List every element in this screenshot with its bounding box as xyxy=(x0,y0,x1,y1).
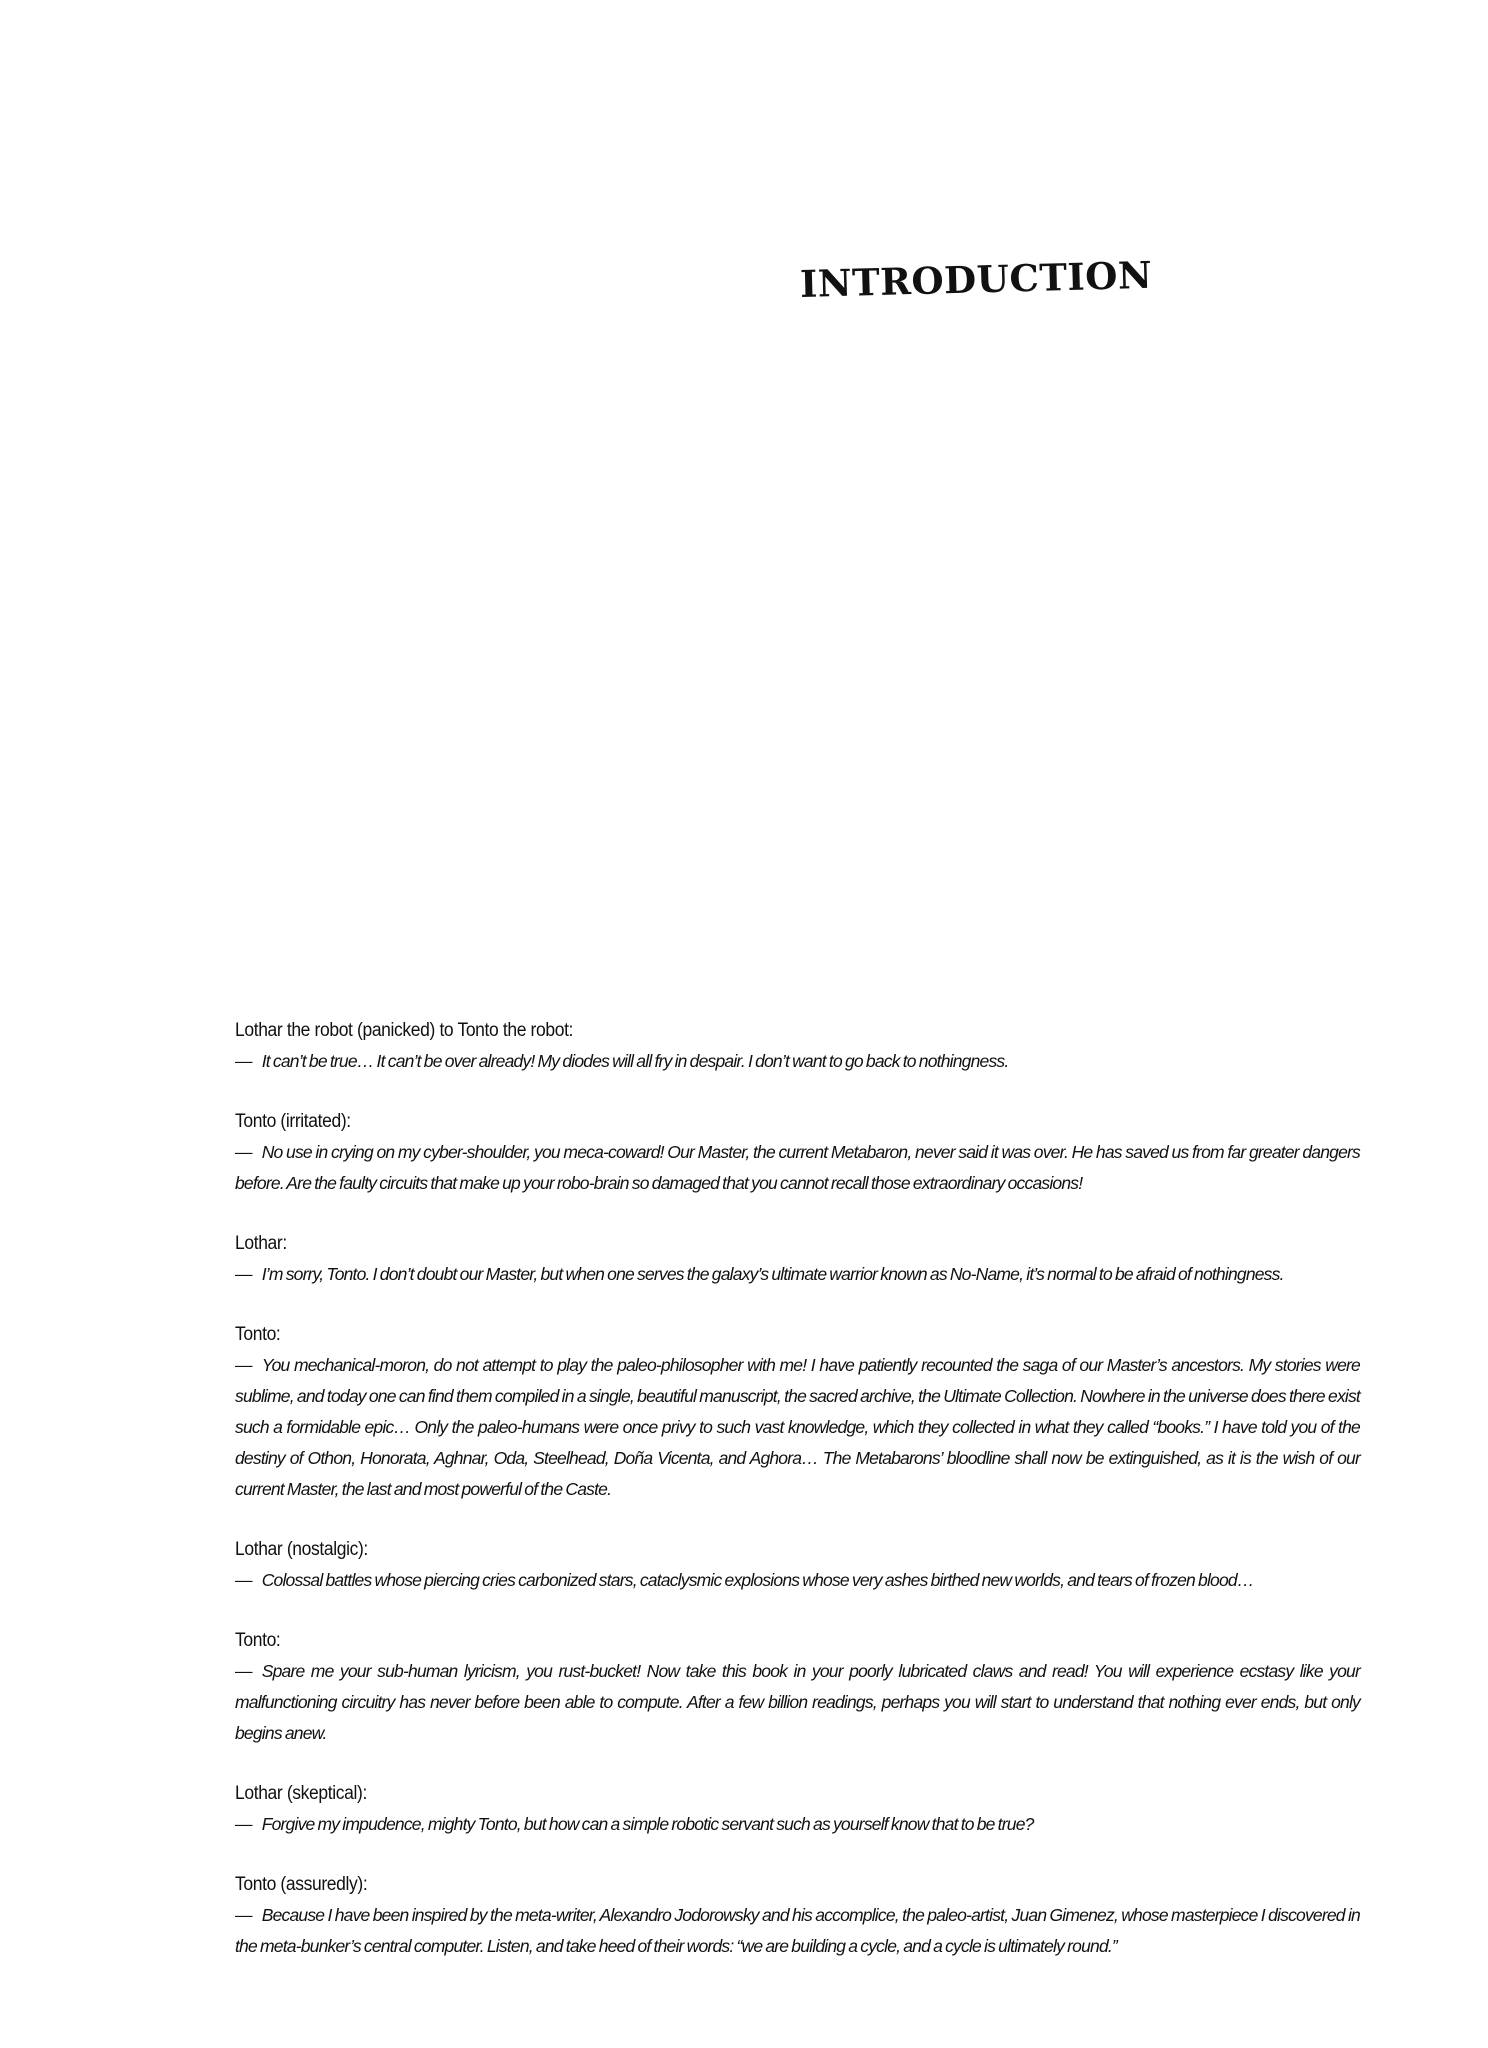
dialogue-text: It can’t be true… It can’t be over already! My diodes will all fry in despair. I don’t want to go back to nothingness. xyxy=(261,1051,1009,1071)
dialogue-line xyxy=(235,1809,1360,1840)
dialogue-line xyxy=(235,1350,1360,1505)
dialogue-line xyxy=(235,1259,1360,1290)
dialogue-body xyxy=(235,1015,1360,1991)
speaker-label: Lothar the robot (panicked) to Tonto the robot: xyxy=(235,1020,574,1041)
em-dash: — xyxy=(235,1051,252,1071)
em-dash: — xyxy=(235,1142,252,1162)
dialogue-exchange xyxy=(235,1778,1360,1840)
em-dash: — xyxy=(235,1355,252,1375)
dialogue-line xyxy=(235,1137,1360,1199)
dialogue-line xyxy=(235,1565,1360,1596)
speaker-label: Tonto: xyxy=(235,1630,281,1651)
dialogue-text: Forgive my impudence, mighty Tonto, but how can a simple robotic servant such as yourself know that to be true? xyxy=(261,1814,1034,1834)
dialogue-text: No use in crying on my cyber-shoulder, you meca-coward! Our Master, the current Metabaron, never said it was over. He has saved us from far greater dangers before. Are the faulty circuits that make up your robo-brain so damaged that you cannot recall those extraordinary occasions! xyxy=(235,1142,1360,1193)
speaker-label: Lothar (skeptical): xyxy=(235,1783,367,1804)
dialogue-text: Colossal battles whose piercing cries carbonized stars, cataclysmic explosions whose very ashes birthed new worlds, and tears of frozen blood… xyxy=(261,1570,1254,1590)
dialogue-line xyxy=(235,1046,1360,1077)
dialogue-text: I’m sorry, Tonto. I don’t doubt our Master, but when one serves the galaxy’s ultimate warrior known as No-Name, it’s normal to be afraid of nothingness. xyxy=(261,1264,1284,1284)
dialogue-line xyxy=(235,1900,1360,1962)
dialogue-exchange xyxy=(235,1015,1360,1077)
dialogue-text: Spare me your sub-human lyricism, you rust-bucket! Now take this book in your poorly lubricated claws and read! You will experience ecstasy like your malfunctioning circuitry has never before been able to compute. After a few billion readings, perhaps you will start to understand that nothing ever ends, but only begins anew. xyxy=(235,1661,1360,1743)
speaker-label: Tonto (assuredly): xyxy=(235,1874,368,1895)
dialogue-text: You mechanical-moron, do not attempt to play the paleo-philosopher with me! I have patiently recounted the saga of our Master’s ancestors. My stories were sublime, and today one can find them compiled in a single, beautiful manuscript, the sacred archive, the Ultimate Collection. Nowhere in the universe does there exist such a formidable epic… Only the paleo-humans were once privy to such vast knowledge, which they collected in what they called “books.” I have told you of the destiny of Othon, Honorata, Aghnar, Oda, Steelhead, Doña Vicenta, and Aghora… The Metabarons’ bloodline shall now be extinguished, as it is the wish of our current Master, the last and most powerful of the Caste. xyxy=(235,1355,1360,1499)
em-dash: — xyxy=(235,1661,252,1681)
dialogue-text: Because I have been inspired by the meta-writer, Alexandro Jodorowsky and his accomplice, the paleo-artist, Juan Gimenez, whose masterpiece I discovered in the meta-bunker’s central computer. Listen, and take heed of their words: “we are building a cycle, and a cycle is ultimately round.” xyxy=(235,1905,1360,1956)
dialogue-exchange xyxy=(235,1869,1360,1962)
em-dash: — xyxy=(235,1264,252,1284)
speaker-label: Tonto: xyxy=(235,1324,281,1345)
dialogue-exchange xyxy=(235,1534,1360,1596)
dialogue-line xyxy=(235,1656,1360,1749)
em-dash: — xyxy=(235,1570,252,1590)
em-dash: — xyxy=(235,1814,252,1834)
speaker-label: Lothar (nostalgic): xyxy=(235,1539,368,1560)
dialogue-exchange xyxy=(235,1106,1360,1199)
speaker-label: Lothar: xyxy=(235,1233,287,1254)
dialogue-exchange xyxy=(235,1319,1360,1505)
page-title: INTRODUCTION xyxy=(799,252,1153,306)
dialogue-exchange xyxy=(235,1625,1360,1749)
speaker-label: Tonto (irritated): xyxy=(235,1111,351,1132)
dialogue-exchange xyxy=(235,1228,1360,1290)
em-dash: — xyxy=(235,1905,252,1925)
